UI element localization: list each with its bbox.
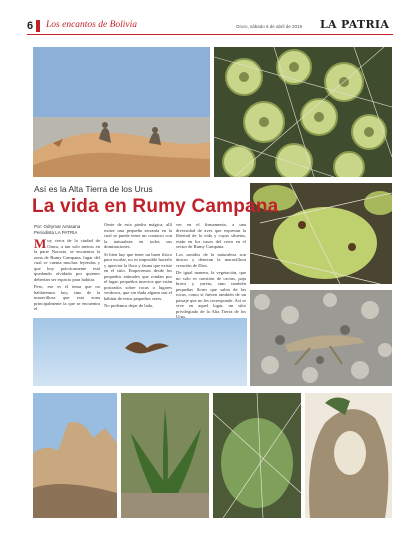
cactus-fruits-image [214, 47, 392, 177]
dateline: Oruro, sábado 6 de abril de 2019 [236, 24, 303, 29]
bird-in-sky-image [33, 318, 247, 386]
birds-on-rock-image [33, 47, 210, 177]
paragraph: Los sonidos de la naturaleza son únicos y denotan la maravillosa creación de Dios. [176, 251, 246, 268]
article-column-3 [176, 222, 246, 322]
article-kicker: Así es la Alta Tierra de los Urus [34, 184, 153, 194]
header-rule [27, 34, 393, 35]
cactus-close-image [213, 393, 301, 518]
paragraph: Si bien hay que tener un buen físico para escalar, no es imposible hacerlo y apreciar la flora y fauna que existe en el sitio. Empecemos desde los pequeños animales que rondan por el lugar, pequeños insectos que están postrados sobre rocas o lugares verdosos, que sin duda alguna son el hábitat de estos pequeños seres. [104, 251, 172, 301]
eroded-rock-image [305, 393, 392, 518]
photo-rock-formation [33, 393, 117, 518]
green-plant-image [121, 393, 209, 518]
photo-bird-in-sky [33, 318, 247, 386]
section-title: Los encantos de Bolivia [46, 20, 138, 30]
paragraph: Oeste de esta piedra mágica, allí existe una pequeña serranía en la cual se puede tener un contacto con la naturaleza en todos sus dominaciones. [104, 222, 172, 249]
page-header [0, 0, 420, 32]
masthead-logo: LA PATRIA [320, 18, 390, 31]
article-headline: La vida en Rumy Campana [32, 196, 279, 217]
section-marker [36, 20, 40, 32]
photo-grasshopper [250, 290, 392, 386]
paragraph: Pero, ese es el tema que no hablaremos hoy, sino de la maravillosa que esta zona principalmente la que se encuentra el [34, 284, 100, 311]
grasshopper-image [250, 290, 392, 386]
paragraph: No podemos dejar de lado, [104, 303, 154, 308]
dropcap: M [34, 236, 47, 251]
paragraph: De igual manera, la vegetación, que no solo es cuestión de cactus, paja brava y yareta, sino también pequeñas flores que salen de las rocas, como si fuesen también de un paisaje que no les corresponde. Así se vive en aquel lugar, un sitio privilegiado de la Alta Tierra de los Urus. [176, 270, 246, 319]
photo-cactus-fruits [214, 47, 392, 177]
article-column-2 [104, 222, 172, 311]
article-column-1 [34, 238, 100, 314]
byline-author: Por: Odrymar Arrasana [34, 224, 81, 229]
rock-formation-image [33, 393, 117, 518]
paragraph: Muy cerca de la ciudad de Oruro, a tan solo metros en la parte Noroste, se encuentra la zona de Rumy Campana, lugar del cual se cuenta muchas leyendas y que hoy prácticamente está quedando olvidado por quienes deberían ser espacio para habitar. [34, 236, 100, 282]
paragraph: ver en el firmamento, a una diversidad de aves que expresan la libertad de la vida y cuyas siluetas, están en los vasos del cerro en el sector de Rumy Campana. [176, 222, 246, 249]
photo-birds-on-rock [33, 47, 210, 177]
photo-eroded-rock [305, 393, 392, 518]
article-byline [34, 224, 80, 236]
photo-green-plant [121, 393, 209, 518]
page-number: 6 [27, 20, 34, 32]
photo-cactus-close [213, 393, 301, 518]
byline-role: Periodista LA PATRIA [34, 230, 78, 235]
